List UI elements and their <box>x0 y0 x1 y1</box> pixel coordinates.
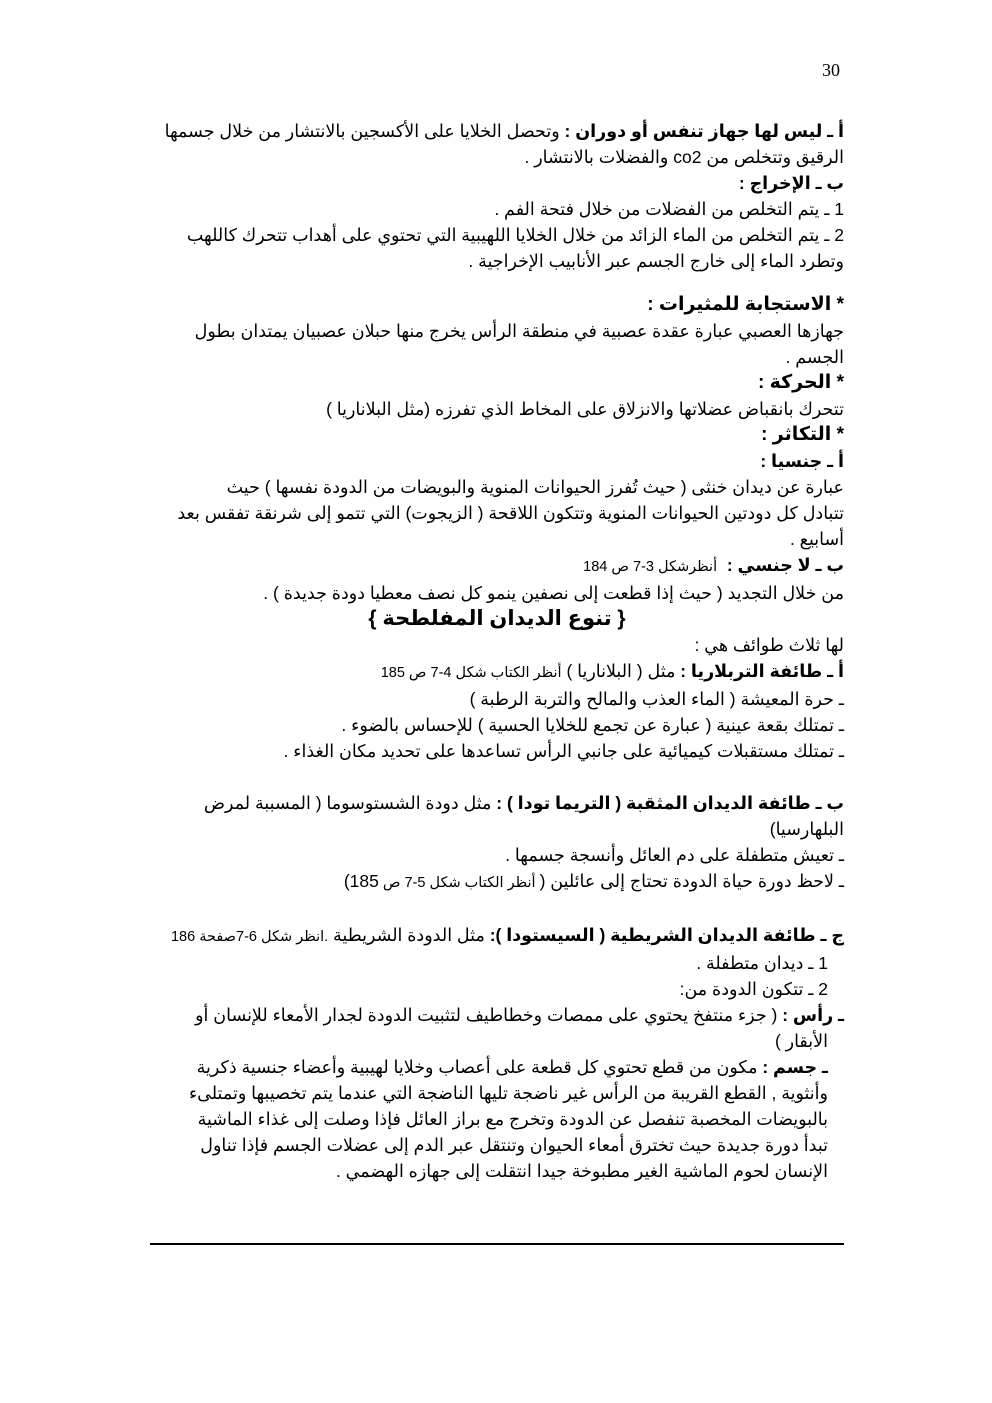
response-heading: * الاستجابة للمثيرات : <box>647 294 844 315</box>
turbellaria-line: أ ـ طائفة التربلاريا : مثل ( البلاناريا ) أنظر الكتاب شكل 4-7 ص 185 <box>380 661 844 681</box>
cestoda-item-1: 1 ـ ديدان متطفلة . <box>696 953 828 973</box>
body-description-2: وأنثوية , القطع القريبة من الرأس غير ناضجة تليها الناضجة التي عندما يتم تخصيبها وتمتلىء <box>188 1083 828 1103</box>
trematoda-ref: أنظر الكتاب شكل 5-7 ص <box>378 875 540 891</box>
excretion-item-2-cont: وتطرد الماء إلى خارج الجسم عبر الأنابيب الإخراجية . <box>468 251 844 271</box>
cestoda-item-2: 2 ـ تتكون الدودة من: <box>679 979 828 999</box>
movement-heading: * الحركة : <box>757 372 844 393</box>
turbellaria-item-2: ـ تمتلك بقعة عينية ( عبارة عن تجمع للخلايا الحسية ) للإحساس بالضوء . <box>341 715 844 735</box>
turbellaria-ref: أنظر الكتاب شكل 4-7 ص 185 <box>380 665 562 681</box>
page-content <box>150 118 844 1184</box>
excretion-item-1: 1 ـ يتم التخلص من الفضلات من خلال فتحة الفم . <box>494 199 844 219</box>
asexual-heading: ب ـ لا جنسي : <box>726 555 844 575</box>
section-title: { تنوع الديدان المفلطحة } <box>368 607 626 630</box>
sexual-text-3: أسابيع . <box>789 529 844 549</box>
body-description-4: تبدأ دورة جديدة حيث تخترق أمعاء الحيوان وتنتقل عبر الدم إلى عضلات الجسم فإذا تناول <box>200 1135 828 1155</box>
turbellaria-item-1: ـ حرة المعيشة ( الماء العذب والمالح والتربة الرطبة ) <box>469 689 844 709</box>
asexual-text: من خلال التجديد ( حيث إذا قطعت إلى نصفين ينمو كل نصف معطيا دودة جديدة ) . <box>263 583 844 603</box>
body-description: ـ جسم : مكون من قطع تحتوي كل قطعة على أعصاب وخلايا لهيبية وأعضاء جنسية ذكرية <box>196 1057 828 1077</box>
reproduction-heading: * التكاثر : <box>761 424 844 445</box>
asexual-line <box>150 552 844 580</box>
response-text: جهازها العصبي عبارة عقدة عصبية في منطقة الرأس يخرج منها حبلان عصبيان يمتدان بطول <box>194 321 844 341</box>
excretion-item-2: 2 ـ يتم التخلص من الماء الزائد من خلال الخلايا اللهيبية التي تحتوي على أهداب تتحرك كاللهب <box>186 225 844 245</box>
footer-rule <box>150 1243 844 1245</box>
asexual-ref: أنظرشكل 3-7 ص 184 <box>583 559 718 575</box>
cestoda-heading: ج ـ طائفة الديدان الشريطية ( السيستودا ): <box>489 925 844 945</box>
head-description-cont: الأبقار ) <box>774 1031 828 1051</box>
trematoda-line: ب ـ طائفة الديدان المثقبة ( التريما تودا ) : مثل دودة الشستوسوما ( المسببة لمرض البلهارسيا) <box>203 793 844 839</box>
head-description: ـ رأس : ( جزء منتفخ يحتوي على ممصات وخطاطيف لتثبيت الدودة لجدار الأمعاء للإنسان أو <box>195 1005 844 1025</box>
respiration-text: وتحصل الخلايا على الأكسجين بالانتشار من خلال جسمها <box>164 121 565 141</box>
cestoda-ref: .انظر شكل 6-7صفحة 186 <box>170 929 329 945</box>
classes-intro: لها ثلاث طوائف هي : <box>694 635 844 655</box>
head-label: ـ رأس : <box>782 1005 844 1025</box>
movement-text: تتحرك بانقباض عضلاتها والانزلاق على المخاط الذي تفرزه (مثل البلاناريا ) <box>326 399 844 419</box>
respiration-label: أ ـ ليس لها جهاز تنفس أو دوران : <box>564 121 844 141</box>
paragraph-respiration-cont: الرقيق وتتخلص من co2 والفضلات بالانتشار . <box>524 147 844 167</box>
body-label: ـ جسم : <box>762 1057 828 1077</box>
trematoda-heading: ب ـ طائفة الديدان المثقبة ( التريما تودا ) : <box>496 793 844 813</box>
sexual-text-1: عبارة عن ديدان خنثى ( حيث تُفرز الحيوانات المنوية والبويضات من الدودة نفسها ) حيث <box>226 477 844 497</box>
body-description-3: بالبويضات المخصبة تنفصل عن الدودة وتخرج مع براز العائل فإذا وصلت إلى غذاء الماشية <box>197 1109 828 1129</box>
paragraph-respiration <box>150 118 844 144</box>
trematoda-item-1: ـ تعيش متطفلة على دم العائل وأنسجة جسمها . <box>505 845 844 865</box>
cestoda-line: ج ـ طائفة الديدان الشريطية ( السيستودا ): مثل الدودة الشريطية .انظر شكل 6-7صفحة 186 <box>170 925 844 945</box>
response-text-cont: الجسم . <box>785 347 844 367</box>
page-number: 30 <box>822 60 840 80</box>
sexual-heading: أ ـ جنسيا : <box>760 451 844 471</box>
turbellaria-item-3: ـ تمتلك مستقبلات كيميائية على جانبي الرأس تساعدها على تحديد مكان الغذاء . <box>283 741 844 761</box>
excretion-heading: ب ـ الإخراج : <box>738 173 844 193</box>
body-description-5: الإنسان لحوم الماشية الغير مطبوخة جيدا انتقلت إلى جهازه الهضمي . <box>335 1161 828 1181</box>
turbellaria-heading: أ ـ طائفة التربلاريا : <box>680 661 844 681</box>
sexual-text-2: تتبادل كل دودتين الحيوانات المنوية وتتكون اللاقحة ( الزيجوت) التي تتمو إلى شرنقة تفقس بعد <box>177 503 844 523</box>
trematoda-item-2: ـ لاحظ دورة حياة الدودة تحتاج إلى عائلين ( أنظر الكتاب شكل 5-7 ص 185) <box>343 871 844 891</box>
